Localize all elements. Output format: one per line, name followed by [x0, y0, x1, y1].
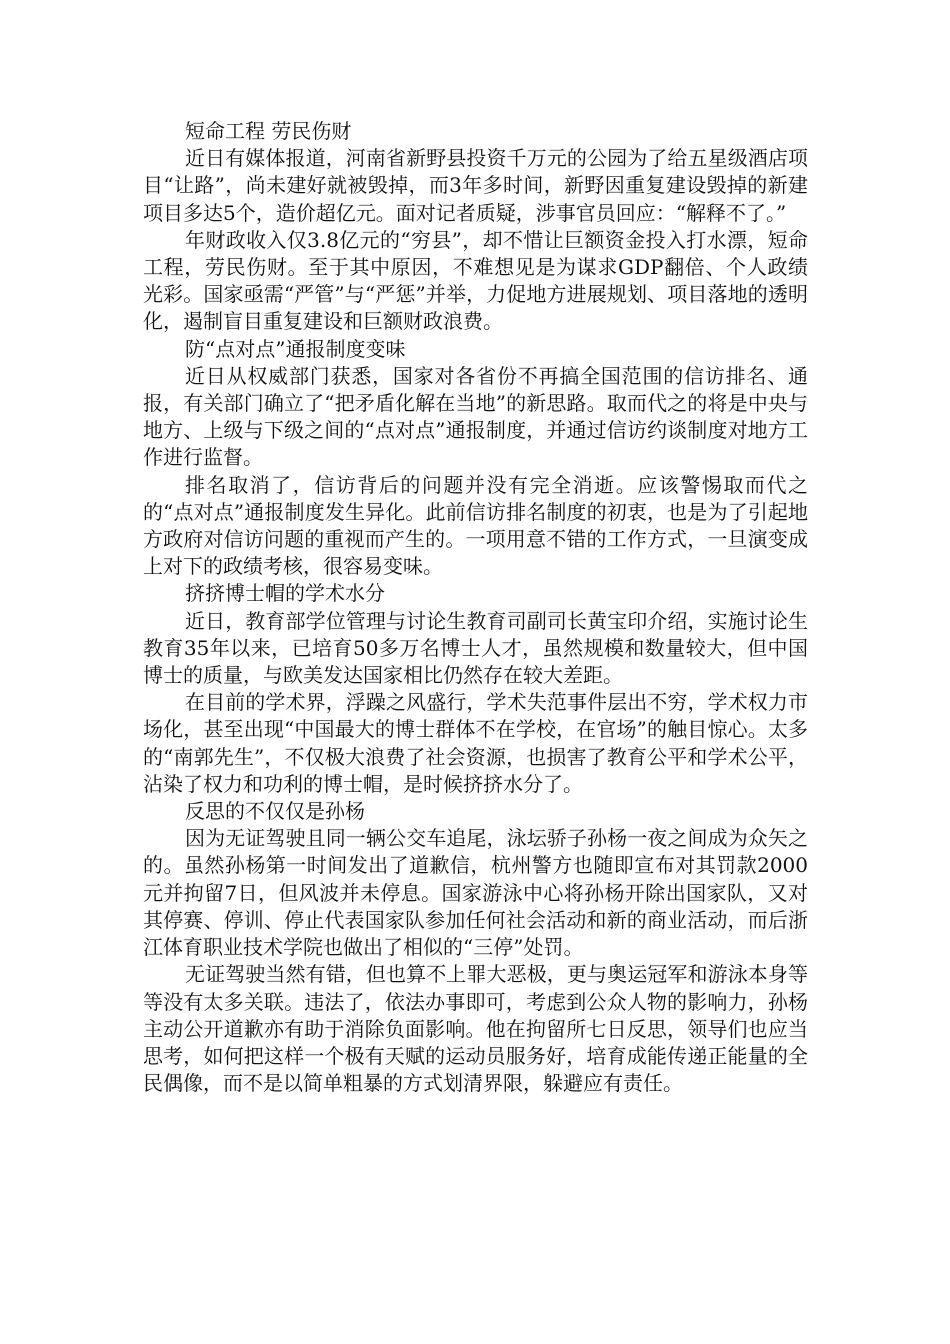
- paragraph: 排名取消了，信访背后的问题并没有完全消逝。应该警惕取而代之的“点对点”通报制度发生异化。此前信访排名制度的初衷，也是为了引起地方政府对信访问题的重视而产生的。一项用意不错的工作方式，一旦演变成上对下的政绩考核，很容易变味。: [143, 472, 808, 579]
- paragraph: 近日，教育部学位管理与讨论生教育司副司长黄宝印介绍，实施讨论生教育35年以来，已培育50多万名博士人才，虽然规模和数量较大，但中国博士的质量，与欧美发达国家相比仍然存在较大差距。: [143, 608, 808, 688]
- section-title: 短命工程 劳民伤财: [185, 119, 352, 143]
- paragraph: 因为无证驾驶且同一辆公交车追尾，泳坛骄子孙杨一夜之间成为众矢之的。虽然孙杨第一时间发出了道歉信，杭州警方也随即宣布对其罚款2000元并拘留7日，但风波并未停息。国家游泳中心将孙杨开除出国家队，又对其停赛、停训、停止代表国家队参加任何社会活动和新的商业活动，而后浙江体育职业技术学院也做出了相似的“三停”处罚。: [143, 826, 808, 960]
- paragraph: 近日从权威部门获悉，国家对各省份不再搞全国范围的信访排名、通报，有关部门确立了“把矛盾化解在当地”的新思路。取而代之的将是中央与地方、上级与下级之间的“点对点”通报制度，并通过信访约谈制度对地方工作进行监督。: [143, 363, 808, 470]
- section-title: 反思的不仅仅是孙杨: [185, 799, 365, 824]
- paragraph: 无证驾驶当然有错，但也算不上罪大恶极，更与奥运冠军和游泳本身等等没有太多关联。违法了，依法办事即可，考虑到公众人物的影响力，孙杨主动公开道歉亦有助于消除负面影响。他在拘留所七日反思，领导们也应当思考，如何把这样一个极有天赋的运动员服务好，培育成能传递正能量的全民偶像，而不是以简单粗暴的方式划清界限，躲避应有责任。: [143, 962, 808, 1096]
- paragraph: 近日有媒体报道，河南省新野县投资千万元的公园为了给五星级酒店项目“让路”，尚未建好就被毁掉，而3年多时间，新野因重复建设毁掉的新建项目多达5个，造价超亿元。面对记者质疑，涉事官员回应：“解释不了。”: [143, 146, 808, 225]
- paragraph: 在目前的学术界，浮躁之风盛行，学术失范事件层出不穷，学术权力市场化，甚至出现“中国最大的博士群体不在学校，在官场”的触目惊心。太多的“南郭先生”，不仅极大浪费了社会资源，也损害了教育公平和学术公平，沾染了权力和功利的博士帽，是时候挤挤水分了。: [143, 690, 808, 796]
- section-title: 挤挤博士帽的学术水分: [185, 581, 385, 606]
- paragraph: 年财政收入仅3.8亿元的“穷县”，却不惜让巨额资金投入打水漂，短命工程，劳民伤财。至于其中原因，不难想见是为谋求GDP翻倍、个人政绩光彩。国家亟需“严管”与“严惩”并举，力促地方进展规划、项目落地的透明化，遏制盲目重复建设和巨额财政浪费。: [143, 227, 808, 334]
- section-title: 防“点对点”通报制度变味: [185, 336, 406, 361]
- document-body: [143, 118, 808, 1097]
